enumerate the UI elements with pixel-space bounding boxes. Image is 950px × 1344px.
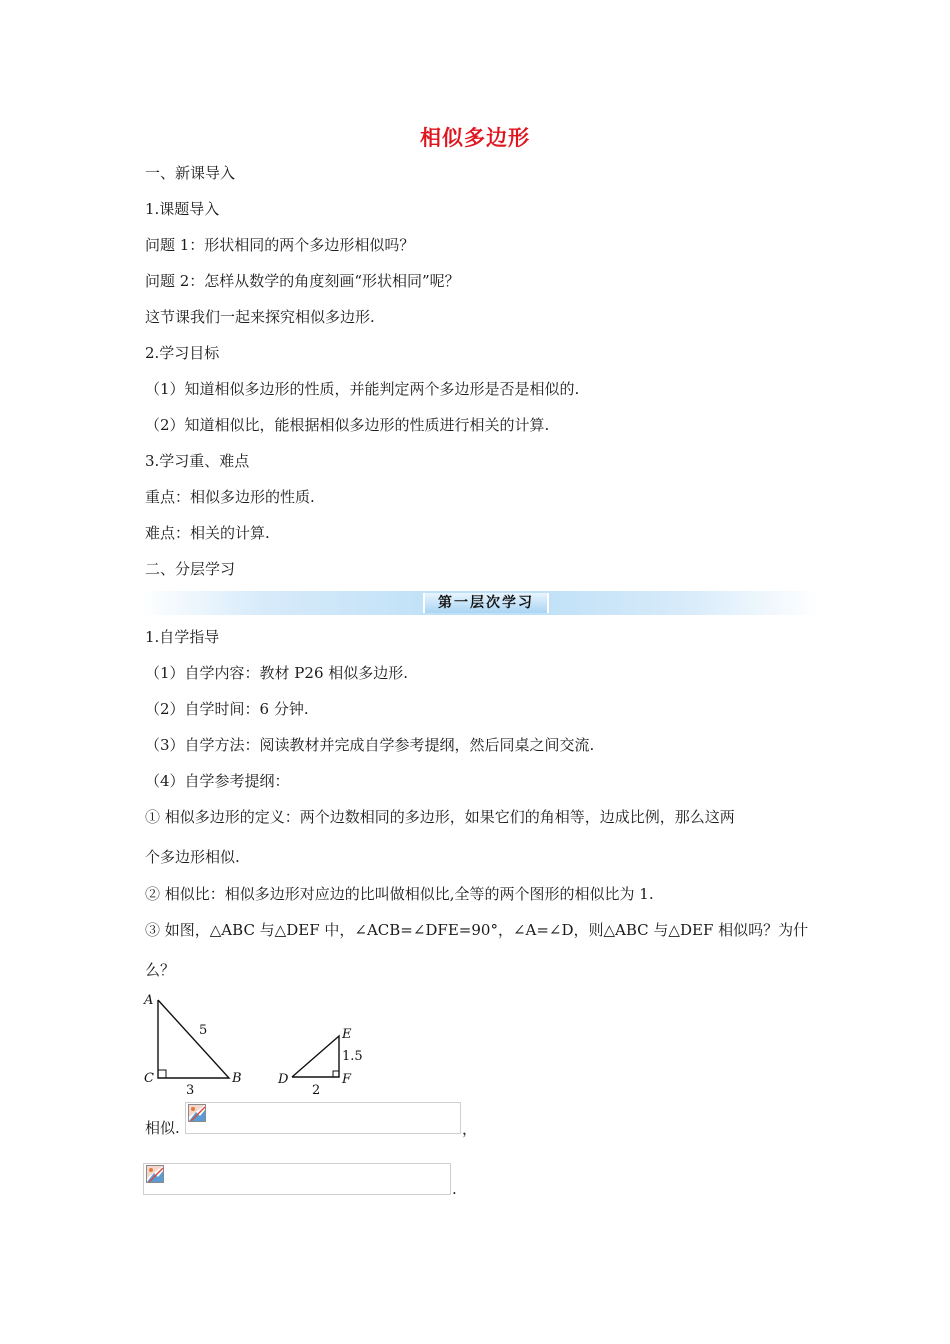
section-heading-intro: 一、新课导入	[145, 164, 236, 182]
difficult-point: 难点：相关的计算.	[145, 524, 270, 542]
question-1: 问题 1：形状相同的两个多边形相似吗？	[145, 236, 415, 254]
page-title: 相似多边形	[420, 126, 530, 150]
label-a: A	[144, 993, 154, 1008]
answer-prefix: 相似.	[145, 1119, 180, 1137]
objective-2: （2）知道相似比，能根据相似多边形的性质进行相关的计算.	[145, 416, 550, 434]
study-time: （2）自学时间：6 分钟.	[145, 700, 309, 718]
key-point: 重点：相似多边形的性质.	[145, 488, 315, 506]
subheading-self-study: 1.自学指导	[145, 628, 220, 646]
label-leg-1-5: 1.5	[342, 1049, 363, 1064]
label-base-3: 3	[186, 1083, 195, 1098]
subheading-key-points: 3.学习重、难点	[145, 452, 250, 470]
label-f: F	[342, 1072, 352, 1087]
outline-item-3-cont: 么？	[145, 961, 176, 979]
level-banner	[140, 591, 820, 615]
label-e: E	[342, 1027, 352, 1042]
answer-blank-2[interactable]	[143, 1163, 451, 1195]
label-base-2: 2	[312, 1083, 321, 1098]
section-heading-layered: 二、分层学习	[145, 560, 236, 578]
question-2: 问题 2：怎样从数学的角度刻画“形状相同”呢？	[145, 272, 460, 290]
objective-1: （1）知道相似多边形的性质，并能判定两个多边形是否是相似的.	[145, 380, 580, 398]
label-hypotenuse-5: 5	[199, 1023, 208, 1038]
study-content: （1）自学内容：教材 P26 相似多边形.	[145, 664, 409, 682]
intro-statement: 这节课我们一起来探究相似多边形.	[145, 308, 375, 326]
answer-comma: ，	[462, 1120, 478, 1138]
level-banner-label: 第一层次学习	[423, 593, 549, 613]
triangle-def	[292, 1036, 339, 1077]
study-outline-heading: （4）自学参考提纲：	[145, 772, 290, 790]
subheading-objectives: 2.学习目标	[145, 344, 220, 362]
outline-item-3: ③ 如图，△ABC 与△DEF 中，∠ACB=∠DFE=90°，∠A=∠D，则△ABC 与△DEF 相似吗？为什	[145, 921, 809, 939]
study-method: （3）自学方法：阅读教材并完成自学参考提纲，然后同桌之间交流.	[145, 736, 595, 754]
triangle-abc	[158, 1000, 229, 1078]
broken-image-icon	[188, 1104, 206, 1122]
triangles-figure	[140, 990, 380, 1100]
label-d: D	[278, 1072, 289, 1087]
label-b: B	[232, 1071, 242, 1086]
outline-item-1: ① 相似多边形的定义：两个边数相同的多边形，如果它们的角相等，边成比例，那么这两	[145, 808, 735, 826]
outline-item-2: ② 相似比：相似多边形对应边的比叫做相似比,全等的两个图形的相似比为 1.	[145, 885, 654, 903]
subheading-topic-intro: 1.课题导入	[145, 200, 220, 218]
broken-image-icon	[146, 1165, 164, 1183]
answer-blank-1[interactable]	[185, 1102, 461, 1134]
answer-period: .	[452, 1180, 457, 1198]
label-c: C	[144, 1071, 154, 1086]
outline-item-1-cont: 个多边形相似.	[145, 848, 240, 866]
